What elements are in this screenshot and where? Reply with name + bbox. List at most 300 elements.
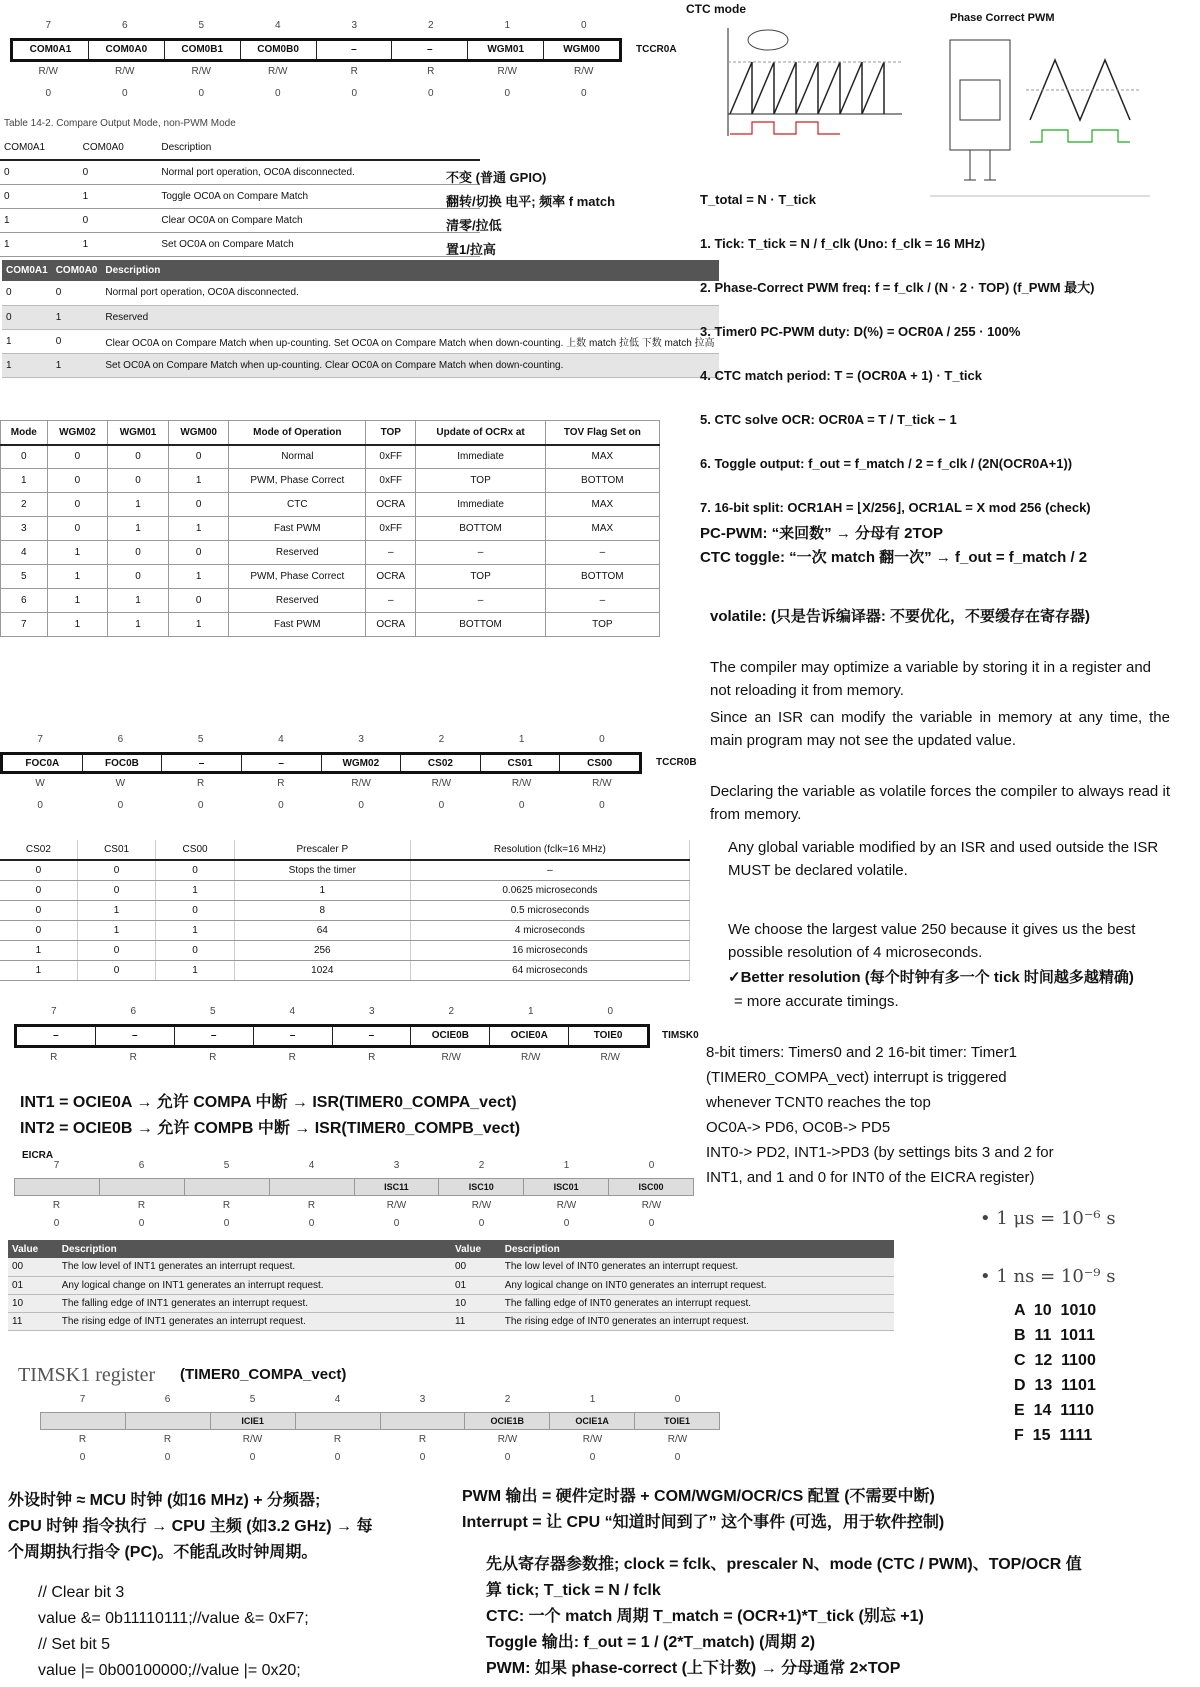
table-row — [1, 541, 660, 565]
timsk0-bits-4: 3 — [368, 1006, 375, 1017]
tccr0b-rw-3: R — [277, 778, 285, 789]
timsk1-init-2: 0 — [249, 1452, 256, 1463]
pwm-diagram-title: Phase Correct PWM — [950, 12, 1055, 24]
table2-cell: Normal port operation, OC0A disconnected. — [101, 281, 718, 305]
tccr0a-rw-2: R/W — [191, 66, 211, 77]
table-row — [2, 281, 719, 305]
eicra-init-7: 0 — [648, 1218, 655, 1229]
table5-cell: The falling edge of INT0 generates an interrupt request. — [501, 1294, 894, 1312]
timsk1-bit-7: TOIE1 — [664, 1416, 690, 1426]
volatile-p7: = more accurate timings. — [734, 993, 899, 1010]
timsk0-bit-0: – — [17, 1027, 96, 1045]
eicra-bit-numbers — [14, 1160, 694, 1171]
tccr0b-rw — [0, 778, 642, 789]
timsk0-bits-6: 1 — [527, 1006, 534, 1017]
calc-steps — [486, 1552, 1196, 1682]
table3-cell: 0xFF — [366, 445, 416, 469]
table5-cell: 11 — [8, 1312, 58, 1330]
table3-cell: 0 — [47, 493, 108, 517]
table2-header-1: COM0A0 — [52, 260, 102, 281]
timsk0-rw-7: R/W — [600, 1052, 620, 1063]
timsk0-rw-0: R — [50, 1052, 58, 1063]
table3-cell: Immediate — [416, 493, 545, 517]
tccr0a-init-3: 0 — [274, 88, 281, 99]
table4-cell: 1024 — [234, 960, 410, 980]
table3-cell: 1 — [47, 541, 108, 565]
waveform-mode-table — [0, 420, 660, 637]
table2-cell: Clear OC0A on Compare Match when up-counting. Set OC0A on Compare Match when down-counting. 上数 match 拉低 下数 match 拉高 — [101, 329, 718, 353]
timsk1-bit-4 — [381, 1413, 466, 1429]
tccr0a-bits-2: 5 — [198, 20, 205, 31]
hex-table — [1014, 1298, 1096, 1448]
table4-cell: 1 — [156, 920, 234, 940]
table-row — [2, 329, 719, 353]
timsk1-rw — [40, 1434, 720, 1445]
timsk1-title: TIMSK1 register — [18, 1364, 156, 1386]
tccr0b-bits-6: 1 — [518, 734, 525, 745]
table-row — [0, 160, 480, 184]
timsk0-bit-numbers — [14, 1006, 650, 1017]
isc-table — [8, 1240, 894, 1331]
table2-cell: 1 — [52, 305, 102, 329]
eicra-bit-2 — [185, 1179, 270, 1195]
table5-cell: The low level of INT0 generates an interrupt request. — [501, 1258, 894, 1276]
table3-cell: MAX — [545, 493, 659, 517]
table4-cell: 4 microseconds — [410, 920, 689, 940]
timsk0-bit-1: – — [96, 1027, 175, 1045]
table3-cell: 3 — [1, 517, 48, 541]
table4-cell: 64 — [234, 920, 410, 940]
table-row — [0, 960, 690, 980]
table4-cell: 0 — [156, 860, 234, 880]
eicra-rw — [14, 1200, 694, 1211]
pwm_notes-line: PWM 输出 = 硬件定时器 + COM/WGM/OCR/CS 配置 (不需要中断) — [462, 1488, 935, 1505]
volatile-p2: Since an ISR can modify the variable in memory at any time, the main program may not see the updated value. — [710, 709, 1170, 749]
timsk0-register — [14, 1024, 650, 1048]
eicra-rw-6: R/W — [556, 1200, 577, 1211]
bottom_left-line: 个周期执行指令 (PC)。不能乱改时钟周期。 — [8, 1544, 318, 1561]
eicra-rw-5: R/W — [471, 1200, 492, 1211]
tccr0a-rw-3: R/W — [268, 66, 288, 77]
timsk1-bits-3: 4 — [334, 1394, 341, 1405]
table3-cell: 1 — [168, 565, 229, 589]
timsk1-rw-7: R/W — [667, 1434, 688, 1445]
eicra-bits-1: 6 — [138, 1160, 145, 1171]
table2-cell: 0 — [52, 281, 102, 305]
pwm-vs-interrupt — [462, 1484, 1192, 1536]
table3-cell: 1 — [168, 469, 229, 493]
table3-header-6: Update of OCRx at — [416, 421, 545, 445]
tccr0a-bits-0: 7 — [45, 20, 52, 31]
tccr0a-init-5: 0 — [427, 88, 434, 99]
tccr0b-bit-1: FOC0B — [83, 755, 163, 771]
bottom_right-line: CTC: 一个 match 周期 T_match = (OCR+1)*T_tick (别忘 +1) — [486, 1608, 924, 1625]
table3-cell: 1 — [108, 517, 169, 541]
table-row — [1, 589, 660, 613]
table5-cell: 01 — [451, 1276, 501, 1294]
table3-header-3: WGM00 — [168, 421, 229, 445]
tccr0a-init-2: 0 — [198, 88, 205, 99]
tccr0b-bit-7: CS00 — [587, 758, 613, 769]
timsk0-bit-6: OCIE0A — [490, 1027, 569, 1045]
table4-cell: 256 — [234, 940, 410, 960]
table1-cell: Toggle OC0A on Compare Match — [157, 184, 480, 208]
timers-line: whenever TCNT0 reaches the top — [706, 1094, 931, 1111]
tccr0b-bit-5: CS02 — [401, 755, 481, 771]
table3-cell: – — [416, 541, 545, 565]
table-row — [0, 184, 480, 208]
eicra-bit-1 — [100, 1179, 185, 1195]
compare-output-table — [0, 136, 480, 257]
table4-header-3: Prescaler P — [234, 840, 410, 860]
table3-cell: Fast PWM — [229, 613, 366, 637]
pc_notes-line: PC-PWM: “来回数” → 分母有 2TOP — [700, 525, 944, 542]
table3-cell: 1 — [47, 613, 108, 637]
table1-header-2: Description — [157, 136, 480, 160]
table2-cell: 0 — [2, 281, 52, 305]
timsk1-rw-3: R — [333, 1434, 342, 1445]
timsk1-bit-0 — [41, 1413, 126, 1429]
table4-cell: 64 microseconds — [410, 960, 689, 980]
table5-cell: 00 — [8, 1258, 58, 1276]
tccr0b-init-1: 0 — [117, 800, 124, 811]
timsk1-bit-3 — [296, 1413, 381, 1429]
table3-cell: 0 — [168, 589, 229, 613]
tccr0a-bits-1: 6 — [121, 20, 128, 31]
table3-cell: BOTTOM — [545, 469, 659, 493]
table3-cell: BOTTOM — [545, 565, 659, 589]
timsk0-rw — [14, 1052, 650, 1063]
table3-cell: 0 — [47, 445, 108, 469]
tccr0a-rw-4: R — [350, 66, 358, 77]
table3-cell: 0 — [168, 445, 229, 469]
table1-cell: Set OC0A on Compare Match — [157, 232, 480, 256]
table-row — [1, 469, 660, 493]
tccr0b-rw-2: R — [197, 778, 205, 789]
eicra-rw-0: R — [52, 1200, 61, 1211]
table1-cell: 1 — [0, 208, 79, 232]
tccr0a-init-7: 0 — [580, 88, 587, 99]
tccr0b-bit-3: – — [242, 755, 322, 771]
table4-cell: 0 — [156, 900, 234, 920]
table3-cell: 4 — [1, 541, 48, 565]
timsk0-rw-3: R — [288, 1052, 296, 1063]
code-line: value |= 0b00100000;//value |= 0x20; — [38, 1662, 301, 1679]
tccr0a-rw-1: R/W — [115, 66, 135, 77]
timsk1-rw-4: R — [418, 1434, 427, 1445]
table4-cell: 1 — [0, 940, 77, 960]
formulas-line: 1. Tick: T_tick = N / f_clk (Uno: f_clk = 16 MHz) — [700, 236, 986, 251]
table4-cell: 1 — [156, 960, 234, 980]
table4-cell: 8 — [234, 900, 410, 920]
table3-cell: 0 — [47, 469, 108, 493]
table-row — [2, 305, 719, 329]
eicra-rw-4: R/W — [386, 1200, 407, 1211]
table3-cell: – — [366, 541, 416, 565]
table-row — [2, 353, 719, 377]
table-row — [0, 860, 690, 880]
pc-notes — [700, 522, 1087, 570]
table4-header-2: CS00 — [156, 840, 234, 860]
table3-cell: Fast PWM — [229, 517, 366, 541]
table3-header-7: TOV Flag Set on — [545, 421, 659, 445]
table1-cell: 0 — [79, 160, 158, 184]
eicra-init-1: 0 — [138, 1218, 145, 1229]
timsk1-bit-5: OCIE1B — [465, 1413, 550, 1429]
timsk0-bit-4: – — [333, 1027, 412, 1045]
table3-header-4: Mode of Operation — [229, 421, 366, 445]
eicra-bit-7: ISC00 — [638, 1182, 664, 1192]
tccr0b-bits-1: 6 — [117, 734, 124, 745]
table1-cell: 1 — [79, 232, 158, 256]
timsk1-bits-5: 2 — [504, 1394, 511, 1405]
table3-cell: OCRA — [366, 613, 416, 637]
table-row — [0, 940, 690, 960]
table3-header-5: TOP — [366, 421, 416, 445]
timsk0-rw-1: R — [129, 1052, 137, 1063]
tccr0b-rw-0: W — [35, 778, 45, 789]
table1-notes-line: 清零/拉低 — [446, 218, 502, 233]
bottom_left-line: 外设时钟 ≈ MCU 时钟 (如16 MHz) + 分频器; — [8, 1492, 321, 1509]
int-notes — [20, 1090, 520, 1142]
hex-line: F 15 1111 — [1014, 1427, 1093, 1444]
table3-cell: PWM, Phase Correct — [229, 565, 366, 589]
table4-cell: 0 — [0, 920, 77, 940]
timsk0-bits-7: 0 — [607, 1006, 614, 1017]
hex-line: D 13 1101 — [1014, 1377, 1096, 1394]
table-row — [8, 1258, 894, 1276]
tccr0b-bits-7: 0 — [599, 734, 605, 745]
hex-line: B 11 1011 — [1014, 1327, 1095, 1344]
tccr0b-init-2: 0 — [197, 800, 204, 811]
table3-cell: – — [545, 589, 659, 613]
bottom_right-line: PWM: 如果 phase-correct (上下计数) → 分母通常 2×TOP — [486, 1660, 901, 1677]
tccr0b-bits-4: 3 — [358, 734, 364, 745]
table-row — [0, 208, 480, 232]
table1-notes-line: 翻转/切换 电平; 频率 f match — [446, 194, 616, 209]
table3-cell: – — [545, 541, 659, 565]
tccr0b-label: TCCR0B — [656, 757, 697, 768]
tccr0a-rw-0: R/W — [38, 66, 58, 77]
table3-cell: 0xFF — [366, 517, 416, 541]
table-row — [1, 613, 660, 637]
table-row — [8, 1294, 894, 1312]
timers-line: INT1, and 1 and 0 for INT0 of the EICRA register) — [706, 1169, 1035, 1186]
tccr0b-register — [0, 752, 642, 774]
table5-cell: The low level of INT1 generates an interrupt request. — [58, 1258, 451, 1276]
table-row — [0, 920, 690, 940]
timsk1-bits-2: 5 — [249, 1394, 256, 1405]
tccr0b-bit-numbers — [0, 734, 642, 745]
table3-cell: PWM, Phase Correct — [229, 469, 366, 493]
ctc-mode-title: CTC mode — [686, 2, 746, 16]
tccr0a-rw — [10, 66, 622, 77]
formulas-line: 5. CTC solve OCR: OCR0A = T / T_tick − 1 — [700, 412, 957, 427]
table3-cell: 1 — [108, 589, 169, 613]
table4-cell: 0.5 microseconds — [410, 900, 689, 920]
timsk0-rw-4: R — [368, 1052, 376, 1063]
eicra-init-2: 0 — [223, 1218, 230, 1229]
eicra-bits-0: 7 — [53, 1160, 60, 1171]
tccr0a-bit-numbers — [10, 20, 622, 31]
table3-cell: 7 — [1, 613, 48, 637]
tccr0a-init-1: 0 — [121, 88, 128, 99]
formulas-line: 2. Phase-Correct PWM freq: f = f_clk / (N · 2 · TOP) (f_PWM 最大) — [700, 280, 1095, 295]
table2-cell: Set OC0A on Compare Match when up-counting. Clear OC0A on Compare Match when down-counting. — [101, 353, 718, 377]
table3-header-2: WGM01 — [108, 421, 169, 445]
table3-cell: 1 — [168, 613, 229, 637]
table2-cell: 1 — [52, 353, 102, 377]
timsk0-rw-2: R — [209, 1052, 217, 1063]
timsk1-init-5: 0 — [504, 1452, 511, 1463]
table3-cell: 2 — [1, 493, 48, 517]
table1-cell: Normal port operation, OC0A disconnected. — [157, 160, 480, 184]
tccr0a-label: TCCR0A — [636, 44, 677, 55]
tccr0b-rw-1: W — [115, 778, 126, 789]
table3-cell: 0 — [108, 445, 169, 469]
code-line: // Set bit 5 — [38, 1636, 111, 1653]
volatile-p6: ✓Better resolution (每个时钟有多一个 tick 时间越多越精确) — [728, 969, 1134, 986]
table-row — [1, 493, 660, 517]
formula-list — [700, 178, 1196, 530]
table3-cell: Reserved — [229, 541, 366, 565]
timsk1-init-7: 0 — [674, 1452, 681, 1463]
pc_notes-line: CTC toggle: “一次 match 翻一次” → f_out = f_match / 2 — [700, 549, 1088, 566]
table1-cell: 0 — [0, 160, 79, 184]
table3-cell: 1 — [47, 589, 108, 613]
eicra-bits-4: 3 — [393, 1160, 400, 1171]
tccr0b-bits-0: 7 — [37, 734, 43, 745]
table3-cell: 0xFF — [366, 469, 416, 493]
table4-cell: – — [410, 860, 689, 880]
eicra-init-5: 0 — [478, 1218, 485, 1229]
volatile-p1: The compiler may optimize a variable by storing it in a register and not reloading it from memory. — [710, 659, 1152, 699]
table3-cell: OCRA — [366, 493, 416, 517]
table-row — [0, 900, 690, 920]
tccr0a-bits-4: 3 — [351, 20, 358, 31]
tccr0b-init-3: 0 — [278, 800, 284, 811]
table2-header-0: COM0A1 — [2, 260, 52, 281]
table3-cell: – — [366, 589, 416, 613]
eicra-init-6: 0 — [563, 1218, 570, 1229]
tccr0a-bit-2: COM0B1 — [165, 41, 241, 59]
timers-line: (TIMER0_COMPA_vect) interrupt is triggered — [706, 1069, 1007, 1086]
table5-cell: Any logical change on INT0 generates an interrupt request. — [501, 1276, 894, 1294]
tccr0a-bit-4: – — [317, 41, 393, 59]
table4-header-1: CS01 — [77, 840, 155, 860]
table1-notes-line: 不变 (普通 GPIO) — [446, 170, 547, 185]
table1-cell: 1 — [0, 232, 79, 256]
eicra-bits-3: 4 — [308, 1160, 315, 1171]
table4-cell: 1 — [156, 880, 234, 900]
bottom_right-line: 先从寄存器参数推; clock = fclk、prescaler N、mode (CTC / PWM)、TOP/OCR 值 — [486, 1556, 1082, 1573]
table4-cell: 0 — [77, 960, 155, 980]
table3-cell: OCRA — [366, 565, 416, 589]
pwm_notes-line: Interrupt = 让 CPU “知道时间到了” 这个事件 (可选，用于软件控制) — [462, 1514, 945, 1531]
unit-notes — [980, 1190, 1116, 1306]
table4-cell: 0 — [77, 860, 155, 880]
tccr0b-init — [0, 800, 642, 811]
tccr0a-bit-5: – — [392, 41, 468, 59]
tccr0a-bit-0: COM0A1 — [13, 41, 89, 59]
eicra-init — [14, 1218, 694, 1229]
table1-notes — [446, 166, 615, 262]
table3-cell: 0 — [108, 565, 169, 589]
timsk1-bits-7: 0 — [674, 1394, 681, 1405]
eicra-bit-0 — [15, 1179, 100, 1195]
table-row — [0, 880, 690, 900]
eicra-bits-5: 2 — [478, 1160, 485, 1171]
table-row — [1, 565, 660, 589]
table3-cell: TOP — [416, 469, 545, 493]
clock-notes — [8, 1488, 418, 1566]
timsk0-bits-2: 5 — [209, 1006, 216, 1017]
tccr0a-rw-7: R/W — [574, 66, 594, 77]
tccr0a-bits-5: 2 — [427, 20, 434, 31]
eicra-init-3: 0 — [308, 1218, 315, 1229]
tccr0b-bit-2: – — [162, 755, 242, 771]
table2-cell: 1 — [2, 329, 52, 353]
table1-notes-line: 置1/拉高 — [446, 242, 496, 257]
tccr0a-bits-6: 1 — [504, 20, 511, 31]
table1-header-0: COM0A1 — [0, 136, 79, 160]
table5-cell: 10 — [451, 1294, 501, 1312]
table3-cell: 1 — [1, 469, 48, 493]
timsk0-bit-2: – — [175, 1027, 254, 1045]
table3-cell: 1 — [108, 613, 169, 637]
tccr0a-init-4: 0 — [351, 88, 358, 99]
tccr0a-bit-3: COM0B0 — [241, 41, 317, 59]
timsk1-rw-5: R/W — [497, 1434, 518, 1445]
tccr0b-rw-7: R/W — [592, 778, 612, 789]
int_notes-line: INT1 = OCIE0A → 允许 COMPA 中断 → ISR(TIMER0_COMPA_vect) — [20, 1094, 517, 1111]
tccr0a-bits-7: 0 — [580, 20, 587, 31]
tccr0a-bits-3: 4 — [274, 20, 281, 31]
tccr0a-init-0: 0 — [45, 88, 52, 99]
formulas-line: 6. Toggle output: f_out = f_match / 2 = f_clk / (2N(OCR0A+1)) — [700, 456, 1073, 471]
hex-line: A 10 1010 — [1014, 1302, 1097, 1319]
bottom_left-line: CPU 时钟 指令执行 → CPU 主频 (如3.2 GHz) → 每 — [8, 1518, 373, 1535]
eicra-rw-2: R — [222, 1200, 231, 1211]
table3-header-0: Mode — [1, 421, 48, 445]
units-line: • 1 μs = 10⁻⁶ s — [980, 1208, 1116, 1229]
timer-notes — [706, 1040, 1196, 1190]
tccr0b-rw-5: R/W — [431, 778, 452, 789]
timsk1-init-0: 0 — [79, 1452, 86, 1463]
table4-cell: 0 — [0, 900, 77, 920]
table3-cell: BOTTOM — [416, 613, 545, 637]
timsk1-bits-1: 6 — [164, 1394, 171, 1405]
table4-cell: 16 microseconds — [410, 940, 689, 960]
table4-cell: 1 — [234, 880, 410, 900]
tccr0b-init-6: 0 — [518, 800, 525, 811]
tccr0b-bit-0: FOC0A — [3, 755, 83, 771]
table3-cell: 1 — [47, 565, 108, 589]
table1-caption: Table 14-2. Compare Output Mode, non-PWM Mode — [4, 118, 236, 129]
table2-cell: 0 — [2, 305, 52, 329]
table2-cell: 1 — [2, 353, 52, 377]
table5-cell: The rising edge of INT0 generates an interrupt request. — [501, 1312, 894, 1330]
tccr0a-rw-5: R — [427, 66, 435, 77]
timsk1-init-4: 0 — [419, 1452, 426, 1463]
tccr0b-init-0: 0 — [37, 800, 43, 811]
table4-header-4: Resolution (fclk=16 MHz) — [410, 840, 689, 860]
timsk1-bit-6: OCIE1A — [550, 1413, 635, 1429]
table-row — [1, 445, 660, 469]
table4-cell: 1 — [77, 900, 155, 920]
volatile-title: volatile: (只是告诉编译器: 不要优化，不要缓存在寄存器) — [710, 608, 1091, 625]
tccr0b-rw-6: R/W — [511, 778, 532, 789]
